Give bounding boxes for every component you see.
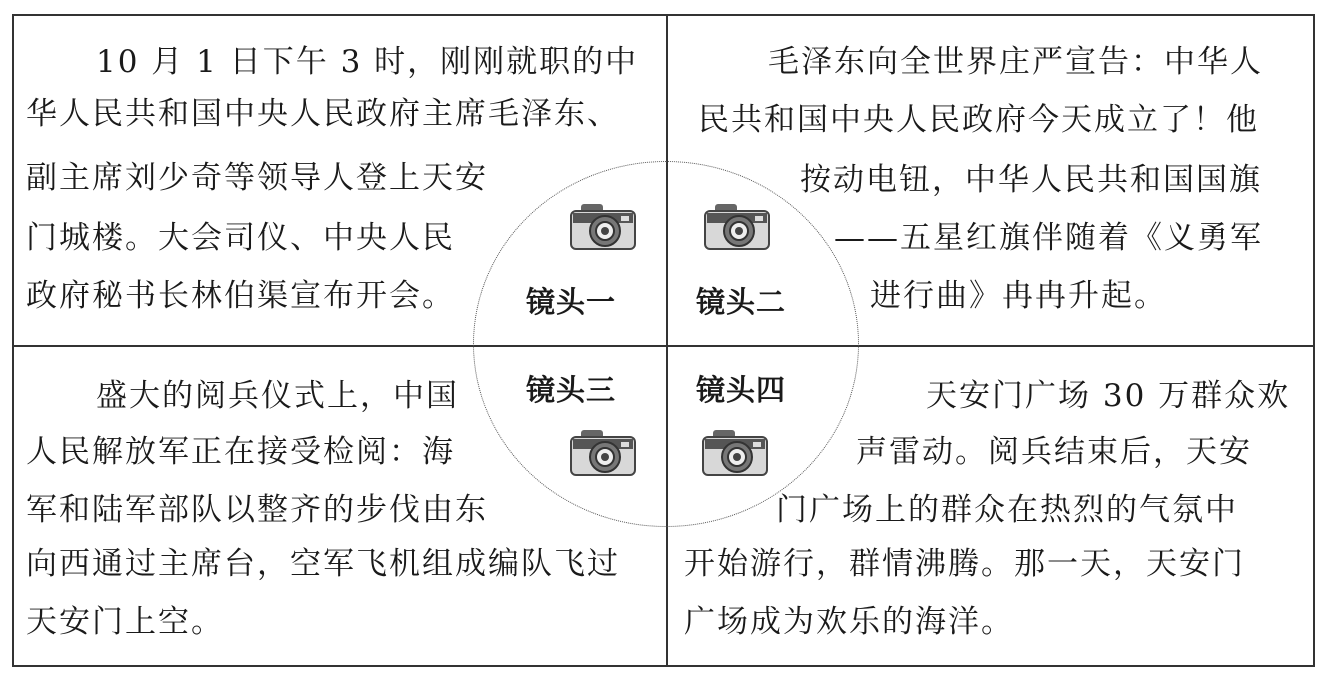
shot-1-line-5: 政府秘书长林伯渠宣布开会。 [26, 278, 455, 314]
shot-3-line-1: 盛大的阅兵仪式上，中国 [96, 378, 459, 414]
shot-2-line-1: 毛泽东向全世界庄严宣告：中华人 [768, 44, 1263, 80]
shot-2-line-4: ——五星红旗伴随着《义勇军 [834, 220, 1263, 256]
shot-4-line-3: 门广场上的群众在热烈的气氛中 [776, 492, 1238, 528]
shot-1-line-1: 10 月 1 日下午 3 时，刚刚就职的中 [96, 44, 639, 80]
shot-3-line-3: 军和陆军部队以整齐的步伐由东 [26, 492, 488, 528]
shot-4-line-1: 天安门广场 30 万群众欢 [926, 378, 1291, 414]
shot-2-line-3: 按动电钮，中华人民共和国国旗 [800, 162, 1262, 198]
shot-4-line-4: 开始游行，群情沸腾。那一天，天安门 [684, 546, 1245, 582]
shot-1-line-4: 门城楼。大会司仪、中央人民 [26, 220, 455, 256]
camera-icon [701, 428, 769, 478]
shot-2-line-5: 进行曲》冉冉升起。 [870, 278, 1167, 314]
shot-4-line-5: 广场成为欢乐的海洋。 [684, 604, 1014, 640]
camera-icon [703, 202, 771, 252]
camera-icon [569, 428, 637, 478]
shot-4-label: 镜头四 [696, 373, 787, 407]
shot-3-line-2: 人民解放军正在接受检阅：海 [26, 434, 455, 470]
shot-3-label: 镜头三 [526, 373, 617, 407]
shot-2-line-2: 民共和国中央人民政府今天成立了！他 [698, 102, 1259, 138]
shot-3-line-4: 向西通过主席台，空军飞机组成编队飞过 [26, 546, 620, 582]
shot-1-label: 镜头一 [526, 285, 617, 319]
shot-1-line-2: 华人民共和国中央人民政府主席毛泽东、 [26, 96, 620, 132]
center-dotted-circle [473, 161, 859, 527]
shot-4-line-2: 声雷动。阅兵结束后，天安 [856, 434, 1252, 470]
camera-icon [569, 202, 637, 252]
shot-3-line-5: 天安门上空。 [26, 604, 224, 640]
shot-2-label: 镜头二 [696, 285, 787, 319]
shot-1-line-3: 副主席刘少奇等领导人登上天安 [26, 160, 488, 196]
